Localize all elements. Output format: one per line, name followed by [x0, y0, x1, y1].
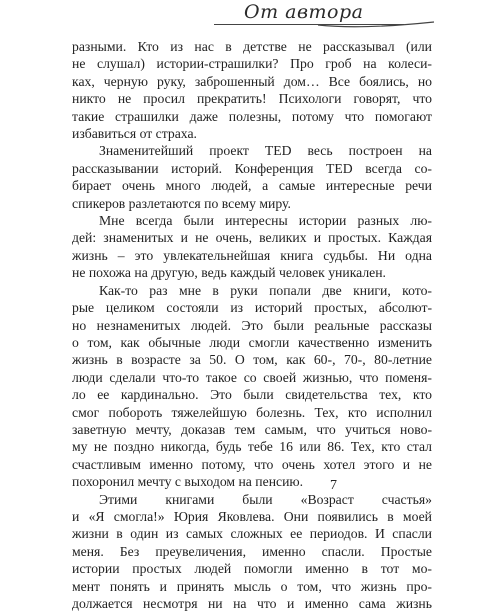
- text-line: заветную мечту, доказав тем самым, что учиться ново-: [72, 421, 432, 437]
- text-line: бирает очень много людей, а самые интересные речи: [72, 178, 432, 194]
- paragraph: [72, 38, 432, 142]
- text-line: рассказывании историй. Конференция TED всегда со-: [72, 160, 432, 176]
- paragraph: [72, 142, 432, 212]
- body-text: [72, 38, 432, 612]
- text-line: Этими книгами были «Возраст счастья»: [99, 491, 432, 507]
- running-head-swash: [316, 16, 436, 30]
- text-line: Мне всегда были интересны истории разных лю-: [99, 213, 432, 229]
- text-line: рые целиком состояли из историй простых, абсолют-: [72, 300, 432, 316]
- text-line: люди сделали что-то такое со своей жизнью, что поменя-: [72, 369, 432, 385]
- running-head-title: От автора: [244, 1, 364, 23]
- text-line: жизни в один из самых сложных ее периодов. И спасли: [72, 526, 432, 542]
- text-line: Знаменитейший проект TED весь построен на: [99, 143, 432, 159]
- text-line: жизнь в возрасте за 50. О том, как 60-, 70-, 80-летние: [72, 352, 432, 368]
- text-line: смог побороть тяжелейшую болезнь. Тех, кто исполнил: [72, 404, 432, 420]
- text-line: мент понять и принять мысль о том, что жизнь про-: [72, 578, 432, 594]
- text-line: никто не просил прекратить! Психологи говорят, что: [72, 91, 432, 107]
- page-number: 7: [330, 478, 337, 493]
- text-line: истории простых людей помогли именно в тот мо-: [72, 561, 432, 577]
- text-line: ках, черную руку, заброшенный дом… Все боялись, но: [72, 73, 432, 89]
- text-line: но незнаменитых людей. Это были реальные рассказы: [72, 317, 432, 333]
- text-line: и «Я смогла!» Юрия Яковлева. Они появились в моей: [72, 508, 432, 524]
- text-line: дей: знаменитых и не очень, великих и простых. Каждая: [72, 230, 432, 246]
- text-line: не похожа на другую, ведь каждый человек уникален.: [72, 265, 386, 281]
- text-line: меня. Без преувеличения, именно спасли. Простые: [72, 543, 432, 559]
- text-line: похоронил мечту с выходом на пенсию.: [72, 474, 304, 490]
- text-line: спикеров разлетаются по всему миру.: [72, 195, 291, 211]
- text-line: жизнь – это увлекательнейшая книга судьбы. Ни одна: [72, 247, 432, 263]
- text-line: должается несмотря ни на что и именно сама жизнь: [72, 596, 432, 611]
- page-header: [0, 0, 500, 30]
- text-line: ло ее кардинально. Это были свидетельства тех, кто: [72, 387, 432, 403]
- text-line: такие страшилки даже полезны, потому что помогают: [72, 108, 432, 124]
- text-line: счастливым именно потому, что очень хотел этого и не: [72, 456, 432, 472]
- paragraph: [72, 282, 432, 491]
- text-line: избавиться от страха.: [72, 126, 197, 142]
- paragraph: [72, 491, 432, 612]
- text-line: Как-то раз мне в руки попали две книги, кото-: [99, 282, 432, 298]
- text-line: му не поздно никогда, будь тебе 16 или 86. Тех, кто стал: [72, 439, 432, 455]
- text-line: о том, как обычные люди смогли качественно изменить: [72, 334, 432, 350]
- text-line: не слушал) истории-страшилки? Про гроб на колеси-: [72, 56, 432, 72]
- paragraph: [72, 212, 432, 282]
- text-line: разными. Кто из нас в детстве не рассказывал (или: [72, 39, 432, 54]
